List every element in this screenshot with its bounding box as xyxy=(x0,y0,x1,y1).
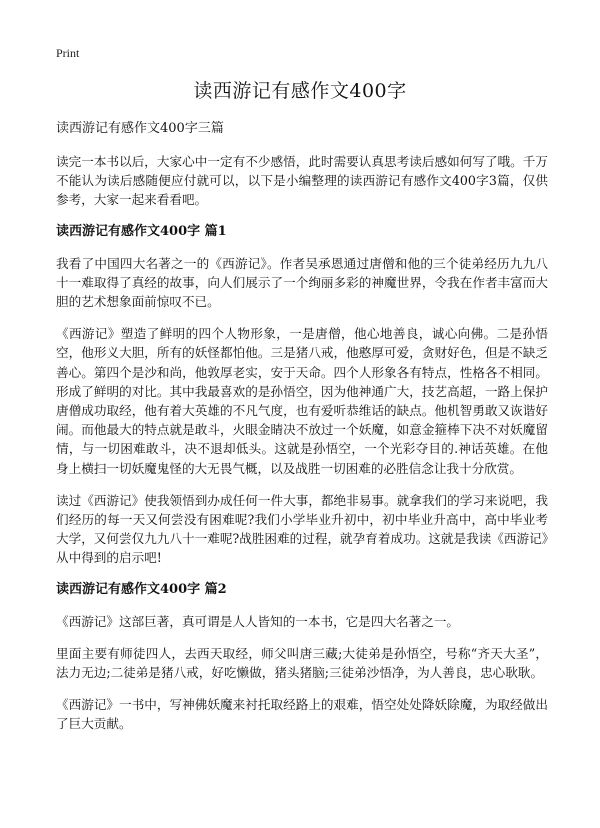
section-heading-1: 读西游记有感作文400字 篇1 xyxy=(56,223,227,239)
page-title: 读西游记有感作文400字 xyxy=(193,80,407,102)
article-subtitle: 读西游记有感作文400字三篇 xyxy=(56,121,224,136)
print-link[interactable]: Print xyxy=(56,46,80,60)
section-2-paragraph-3: 《西游记》一书中，写神佛妖魔来衬托取经路上的艰难，悟空处处降妖除魔，为取经做出了巨大贡献。 xyxy=(56,697,548,732)
section-2-paragraph-1: 《西游记》这部巨著，真可谓是人人皆知的一本书，它是四大名著之一。 xyxy=(56,613,459,629)
section-heading-2: 读西游记有感作文400字 篇2 xyxy=(56,581,227,597)
section-2-paragraph-2: 里面主要有师徒四人，去西天取经，师父叫唐三藏;大徒弟是孙悟空，号称“齐天大圣”，法力无边;二徒弟是猪八戒，好吃懒做，猪头猪脑;三徒弟沙悟净，为人善良，忠心耿耿。 xyxy=(56,645,548,681)
section-1-paragraph-3: 读过《西游记》使我领悟到办成任何一件大事，都绝非易事。就拿我们的学习来说吧，我们经历的每一天又何尝没有困难呢?我们小学毕业升初中，初中毕业升高中，高中毕业考大学，又何尝仅九九八十一难呢?战胜困难的过程，就孕育着成功。这就是我读《西游记》从中得到的启示吧! xyxy=(56,492,548,566)
section-1-paragraph-1: 我看了中国四大名著之一的《西游记》。作者吴承恩通过唐僧和他的三个徒弟经历九九八十一难取得了真经的故事，向人们展示了一个绚丽多彩的神魔世界，令我在作者丰富而大胆的艺术想象面前惊叹不已。 xyxy=(56,255,548,310)
article-body xyxy=(56,120,548,747)
section-1-paragraph-2: 《西游记》塑造了鲜明的四个人物形象，一是唐僧，他心地善良，诚心向佛。二是孙悟空，他形义大胆，所有的妖怪都怕他。三是猪八戒，他憨厚可爱，贪财好色，但是不缺乏善心。第四个是沙和尚，他敦厚老实，安于天命。四个人形象各有特点，性格各不相同。形成了鲜明的对比。其中我最喜欢的是孙悟空，因为他神通广大，技艺高超，一路上保护唐僧成功取经，他有着大英雄的不凡气度，也有爱听恭维话的缺点。他机智勇敢又诙谐好闹。而他最大的特点就是敢斗，火眼金睛决不放过一个妖魔，如意金箍棒下决不对妖魔留情，与一切困难敢斗，决不退却低头。这就是孙悟空，一个光彩夺目的.神话英雄。在他身上横扫一切妖魔鬼怪的大无畏气概，以及战胜一切困难的必胜信念让我十分欣赏。 xyxy=(56,326,548,476)
intro-paragraph: 读完一本书以后，大家心中一定有不少感悟，此时需要认真思考读后感如何写了哦。千万不能认为读后感随便应付就可以，以下是小编整理的读西游记有感作文400字3篇，仅供参考，大家一起来看看吧。 xyxy=(56,154,548,208)
